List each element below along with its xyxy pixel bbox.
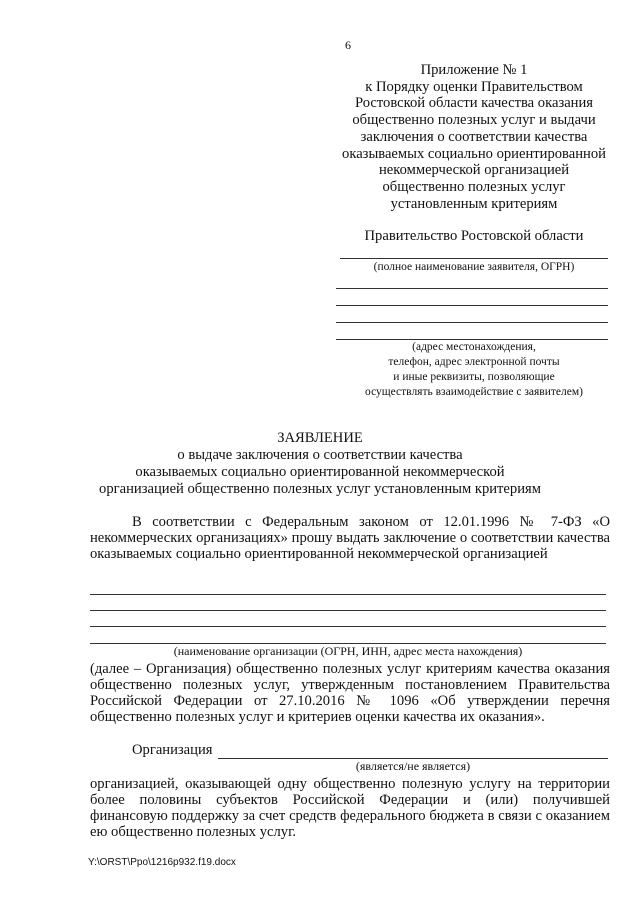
appendix-line: заключения о соответствии качества xyxy=(360,128,588,145)
address-line xyxy=(336,288,608,289)
caption-line: телефон, адрес электронной почты xyxy=(388,356,560,368)
address-line xyxy=(336,322,608,323)
org-name-caption: (наименование организации (ОГРН, ИНН, адрес места нахождения) xyxy=(173,644,523,658)
paragraph-criteria: (далее – Организация) общественно полезных услуг критериям качества оказания общественно полезных услуг, утвержденным постановлением Правительства Российской Федерации от 27.10.2016 № 1096 «Об утверждении перечня общественно полезных услуг и критериев оценки качества их оказания». xyxy=(90,661,610,725)
appendix-line: некоммерческой организацией xyxy=(378,162,570,179)
statement-subtitle xyxy=(60,447,580,498)
subtitle-line: о выдаче заключения о соответствии качества xyxy=(177,447,463,463)
org-name-line xyxy=(90,610,606,611)
org-name-line xyxy=(90,594,606,595)
subtitle-line: оказываемых социально ориентированной некоммерческой xyxy=(135,464,505,480)
appendix-line: общественно полезных услуг и выдачи xyxy=(352,112,596,129)
org-status-caption: (является/не является) xyxy=(355,759,471,773)
applicant-name-line xyxy=(340,258,608,259)
org-label: Организация xyxy=(132,742,213,758)
caption-line: осуществлять взаимодействие с заявителем) xyxy=(365,386,583,398)
footer-file-path: Y:\ORST\Ppo\1216p932.f19.docx xyxy=(88,857,236,868)
appendix-line: оказываемых социально ориентированной xyxy=(342,145,606,162)
appendix-line: Ростовской области качества оказания xyxy=(354,95,594,112)
appendix-line: Приложение № 1 xyxy=(420,62,528,78)
applicant-name-caption: (полное наименование заявителя, ОГРН) xyxy=(373,261,575,273)
address-line xyxy=(336,305,608,306)
subtitle-line: организацией общественно полезных услуг установленным критериям xyxy=(99,481,541,497)
statement-heading: ЗАЯВЛЕНИЕ xyxy=(277,430,363,446)
caption-line: и иные реквизиты, позволяющие xyxy=(393,371,555,383)
org-name-line xyxy=(90,626,606,627)
appendix-line: установленным критериям xyxy=(390,195,558,212)
paragraph-request: В соответствии с Федеральным законом от 12.01.1996 № 7-ФЗ «О некоммерческих организациях» прошу выдать заключение о соответствии качества оказываемых социально ориентированной некоммерческой организацией xyxy=(90,514,610,562)
caption-line: (адрес местонахождения, xyxy=(412,341,536,353)
appendix-line: общественно полезных услуг xyxy=(382,178,566,195)
appendix-line: к Порядку оценки Правительством xyxy=(365,78,583,95)
page-number: 6 xyxy=(345,38,351,52)
addressee-name: Правительство Ростовской области xyxy=(364,228,584,244)
appendix-block xyxy=(335,62,613,212)
paragraph-status: организацией, оказывающей одну общественно полезную услугу на территории более половины субъектов Российской Федерации и (или) получившей финансовую поддержку за счет средств федерального бюджета в связи с оказанием ею общественно полезных услуг. xyxy=(90,776,610,840)
address-caption xyxy=(330,340,618,400)
